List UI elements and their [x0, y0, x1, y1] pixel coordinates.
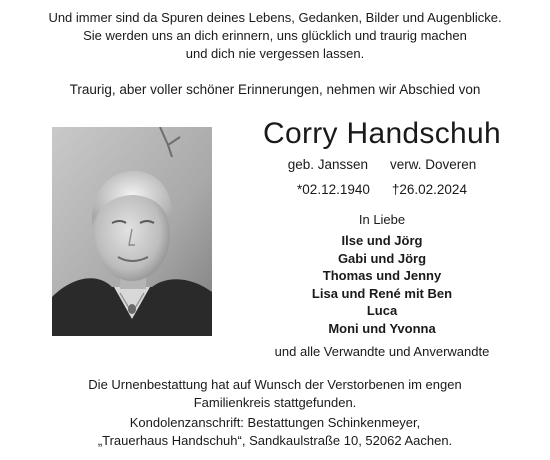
mourner-name: Thomas und Jenny [322, 268, 442, 283]
funeral-line: Die Urnenbestattung hat auf Wunsch der Verstorbenen im engen [88, 377, 462, 392]
funeral-notice [0, 376, 550, 412]
mourner-name: Ilse und Jörg [341, 233, 423, 248]
name-details [232, 156, 532, 174]
poem-line: und dich nie vergessen lassen. [185, 46, 365, 61]
poem-line: Sie werden uns an dich erinnern, uns glücklich und traurig machen [83, 28, 467, 43]
life-dates [232, 181, 532, 199]
mourner-name: Luca [366, 303, 398, 318]
contact-line: „Trauerhaus Handschuh“, Sandkaulstraße 10, 52062 Aachen. [97, 433, 453, 448]
death-date: †26.02.2024 [391, 182, 467, 197]
funeral-line: Familienkreis stattgefunden. [193, 395, 357, 410]
mourner-name: Moni und Yvonna [328, 320, 436, 336]
relatives-line: und alle Verwandte und Anverwandte [274, 344, 490, 359]
birth-name: geb. Janssen [287, 157, 368, 172]
portrait-photo [52, 127, 212, 336]
contact-line: Kondolenzanschrift: Bestattungen Schinkenmeyer, [129, 415, 421, 430]
birth-date: *02.12.1940 [297, 182, 370, 197]
mourner-name: Gabi und Jörg [337, 250, 427, 266]
mourners-list [232, 232, 532, 337]
deceased-name: Corry Handschuh [263, 117, 501, 150]
mourner-name: Lisa und René mit Ben [311, 285, 453, 301]
widowed-name: verw. Doveren [390, 157, 477, 172]
mourners-heading: In Liebe [358, 212, 406, 227]
condolence-address [0, 414, 550, 450]
poem [0, 9, 550, 63]
farewell-intro: Traurig, aber voller schöner Erinnerungen, nehmen wir Abschied von [69, 82, 481, 97]
poem-line: Und immer sind da Spuren deines Lebens, Gedanken, Bilder und Augenblicke. [48, 10, 502, 25]
portrait-illustration [52, 127, 212, 336]
